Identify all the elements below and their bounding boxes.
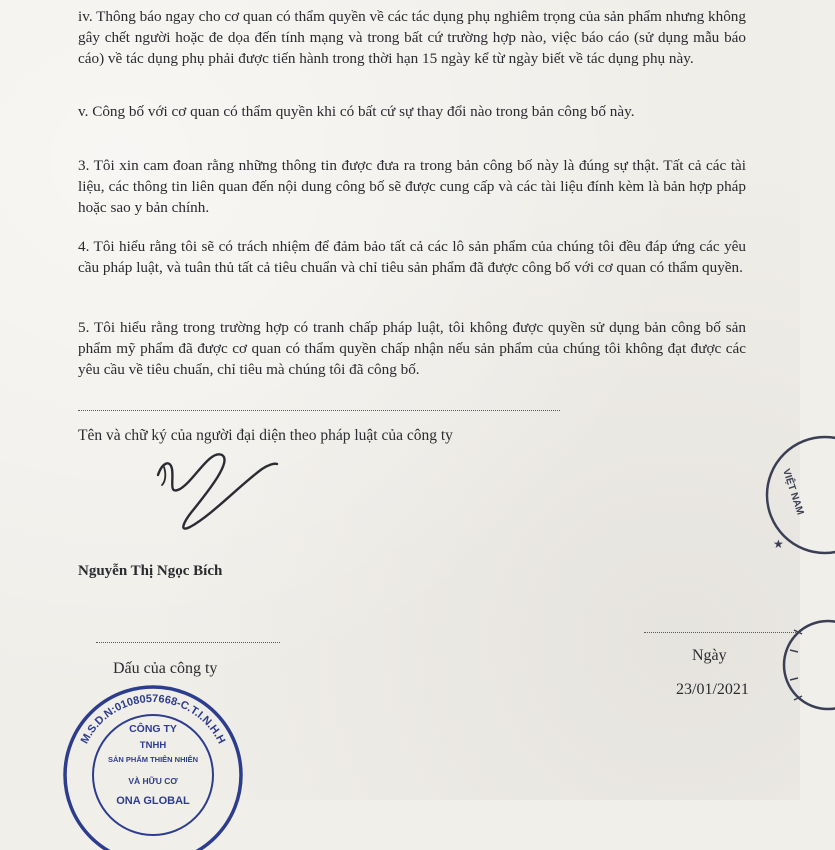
date-value: 23/01/2021 <box>676 681 749 698</box>
star-icon: ★ <box>773 537 784 551</box>
stamp-line-2: TNHH <box>139 740 167 751</box>
company-stamp <box>58 680 248 850</box>
stamp-line-3: SẢN PHẨM THIÊN NHIÊN <box>107 755 199 764</box>
date-label: Ngày <box>692 647 727 664</box>
signature-divider <box>78 410 560 411</box>
partial-stamp-right <box>755 430 835 560</box>
date-divider <box>644 632 800 633</box>
stamp-line-4: VÀ HỮU CƠ <box>128 776 178 786</box>
paragraph-v: v. Công bố với cơ quan có thẩm quyền khi có bất cứ sự thay đổi nào trong bản công bố này. <box>78 103 635 120</box>
representative-name: Nguyễn Thị Ngọc Bích <box>78 563 223 579</box>
stamp-ring-text: M.S.D.N:0108057668-C.T.I.N.H.H <box>78 692 228 746</box>
stamp-line-1: CÔNG TY <box>129 723 177 735</box>
stamp-line-5: ONA GLOBAL <box>116 795 190 807</box>
paragraph-4: 4. Tôi hiểu rằng tôi sẽ có trách nhiệm để đảm bảo tất cả các lô sản phẩm của chúng tôi đều đáp ứng các yêu cầu pháp luật, và tuân thủ tất cả tiêu chuẩn và chỉ tiêu sản phẩm đã được công bố với cơ quan có thẩm quyền. <box>78 238 746 276</box>
company-stamp-label: Dấu của công ty <box>113 660 218 677</box>
handwritten-signature <box>150 445 280 535</box>
paragraph-3: 3. Tôi xin cam đoan rằng những thông tin được đưa ra trong bản công bố này là đúng sự thật. Tất cả các tài liệu, các thông tin liên quan đến nội dung công bố sẽ được cung cấp và các tài liệu đính kèm là bản hợp pháp hoặc sao y bản chính. <box>78 157 746 216</box>
partial-stamp-right-lower <box>780 600 820 730</box>
side-stamp-text: VIỆT NAM <box>780 467 806 517</box>
stamp-divider <box>96 642 280 643</box>
paragraph-iv: iv. Thông báo ngay cho cơ quan có thẩm quyền về các tác dụng phụ nghiêm trọng của sản phẩm nhưng không gây chết người hoặc đe dọa đến tính mạng và trong bất cứ trường hợp nào, việc báo cáo (sử dụng mẫu báo cáo) về tác dụng phụ phải được tiến hành trong thời hạn 15 ngày kể từ ngày biết về tác dụng phụ này. <box>78 8 746 67</box>
representative-label: Tên và chữ ký của người đại diện theo pháp luật của công ty <box>78 427 453 444</box>
paragraph-5: 5. Tôi hiểu rằng trong trường hợp có tranh chấp pháp luật, tôi không được quyền sử dụng bản công bố sản phẩm mỹ phẩm đã được cơ quan có thẩm quyền chấp nhận nếu sản phẩm của chúng tôi không đạt được các yêu cầu về tiêu chuẩn, chỉ tiêu mà chúng tôi đã công bố. <box>78 319 746 378</box>
